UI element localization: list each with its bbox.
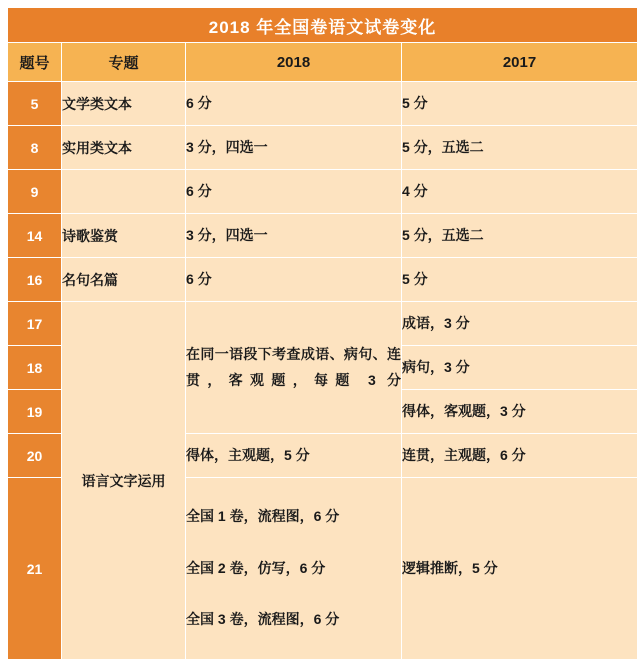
column-header-topic: 专题 xyxy=(62,43,186,82)
row-value-2018: 6 分 xyxy=(186,170,402,214)
row-topic: 实用类文本 xyxy=(62,126,186,170)
value-line: 全国 2 卷，仿写，6 分 xyxy=(186,559,326,576)
row-value-2018: 3 分，四选一 xyxy=(186,214,402,258)
row-topic xyxy=(62,170,186,214)
row-value-2017: 连贯，主观题，6 分 xyxy=(402,434,638,478)
row-value-2017: 4 分 xyxy=(402,170,638,214)
row-value-2017: 5 分 xyxy=(402,258,638,302)
table-row xyxy=(8,82,638,126)
row-value-2018: 得体，主观题，5 分 xyxy=(186,434,402,478)
column-header-2018: 2018 xyxy=(186,43,402,82)
table-row xyxy=(8,170,638,214)
row-value-2017: 5 分 xyxy=(402,82,638,126)
column-header-number: 题号 xyxy=(8,43,62,82)
row-value-2018: 6 分 xyxy=(186,82,402,126)
row-number: 5 xyxy=(8,82,62,126)
row-number: 16 xyxy=(8,258,62,302)
table-row xyxy=(8,214,638,258)
row-value-2017: 病句，3 分 xyxy=(402,346,638,390)
header-row xyxy=(8,43,638,82)
row-topic: 名句名篇 xyxy=(62,258,186,302)
row-value-2017: 5 分，五选二 xyxy=(402,126,638,170)
table-row xyxy=(8,258,638,302)
comparison-table xyxy=(7,7,638,660)
row-number: 20 xyxy=(8,434,62,478)
column-header-2017: 2017 xyxy=(402,43,638,82)
table-row xyxy=(8,302,638,346)
row-value-2018-multiline xyxy=(186,478,402,660)
row-value-2018: 6 分 xyxy=(186,258,402,302)
row-topic: 诗歌鉴赏 xyxy=(62,214,186,258)
title-row xyxy=(8,8,638,43)
row-number: 14 xyxy=(8,214,62,258)
row-number: 18 xyxy=(8,346,62,390)
row-value-2017: 成语，3 分 xyxy=(402,302,638,346)
value-line: 全国 3 卷，流程图，6 分 xyxy=(186,611,340,628)
row-value-2017: 逻辑推断，5 分 xyxy=(402,478,638,660)
page-title: 2018 年全国卷语文试卷变化 xyxy=(8,8,638,43)
row-number: 9 xyxy=(8,170,62,214)
row-number: 19 xyxy=(8,390,62,434)
row-value-2017: 5 分，五选二 xyxy=(402,214,638,258)
merged-2018-language-items: 在同一语段下考查成语、病句、连贯，客观题，每题 3 分 xyxy=(186,302,402,434)
row-value-2017: 得体，客观题，3 分 xyxy=(402,390,638,434)
row-value-2018: 3 分，四选一 xyxy=(186,126,402,170)
row-number: 17 xyxy=(8,302,62,346)
row-topic-language-usage: 语言文字运用 xyxy=(62,302,186,660)
row-number: 8 xyxy=(8,126,62,170)
table-document xyxy=(0,7,644,628)
table-row xyxy=(8,126,638,170)
row-number: 21 xyxy=(8,478,62,660)
row-topic: 文学类文本 xyxy=(62,82,186,126)
value-line: 全国 1 卷，流程图，6 分 xyxy=(186,507,340,524)
